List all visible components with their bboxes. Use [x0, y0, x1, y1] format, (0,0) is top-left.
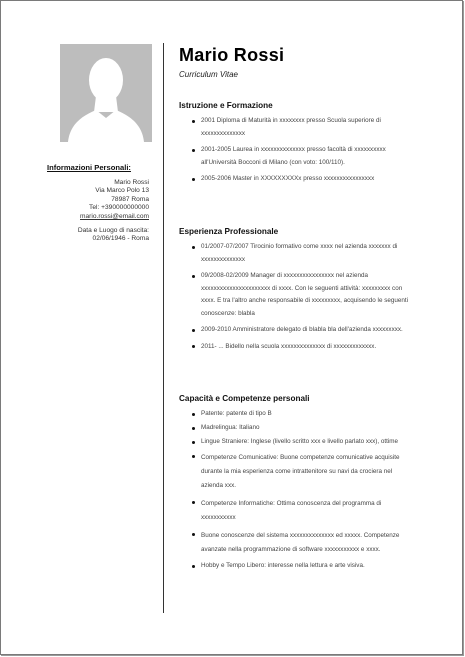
person-silhouette-icon [60, 44, 152, 142]
list-item: Competenze Informatiche: Ottima conoscenza del programma di xxxxxxxxxxx [201, 497, 411, 525]
list-item: 2011- ... Bidello nella scuola xxxxxxxxxxxxxx di xxxxxxxxxxxxx. [201, 341, 411, 354]
cv-name-title: Mario Rossi [179, 45, 285, 65]
personal-address: Via Marco Polo 13 [95, 187, 149, 195]
personal-city: 78987 Roma [111, 195, 149, 203]
section-title-experience: Esperienza Professionale [179, 227, 279, 236]
personal-name: Mario Rossi [114, 178, 149, 186]
list-item: Competenze Comunicative: Buone competenze comunicative acquisite durante la mia esperienza come intrattenitore su navi da crociera nel azienda xxx. [201, 451, 411, 493]
birth-label: Data e Luogo di nascita: [77, 226, 149, 234]
list-item: Patente: patente di tipo B [201, 409, 411, 419]
list-item: 01/2007-07/2007 Tirocinio formativo come xxxx nel azienda xxxxxxx di xxxxxxxxxxxxxx [201, 241, 411, 266]
list-item: 2001-2005 Laurea in xxxxxxxxxxxxxx presso facoltà di xxxxxxxxxx all'Università Bocconi di Milano (con voto: 100/110). [201, 144, 411, 169]
list-item: Lingue Straniere: Inglese (livello scritto xxx e livello parlato xxx), ottime [201, 437, 411, 447]
skills-list [201, 409, 411, 571]
education-list [201, 115, 411, 186]
list-item: Buone conoscenze del sistema xxxxxxxxxxxxxx ed xxxxx. Competenze avanzate nella programmazione di software xxxxxxxxxxx e xxxx. [201, 529, 411, 557]
experience-list [201, 241, 411, 353]
birth-value: 02/06/1946 - Roma [92, 235, 149, 243]
profile-photo-placeholder [60, 44, 152, 142]
personal-info-title: Informazioni Personali: [47, 163, 131, 172]
list-item: 2001 Diploma di Maturità in xxxxxxxx presso Scuola superiore di xxxxxxxxxxxxxx [201, 115, 411, 140]
list-item: 2009-2010 Amministratore delegato di blabla bla dell'azienda xxxxxxxxx. [201, 324, 411, 337]
list-item: 09/2008-02/2009 Manager di xxxxxxxxxxxxxxxx nel azienda xxxxxxxxxxxxxxxxxxxxxx di xxxx. Con le seguenti attività: xxxxxxxxx con xxxx. E tra l'altro anche responsabile di xxxxxxxxx, acquisendo le seguenti conoscenze: blabla [201, 270, 411, 320]
personal-info-block [47, 164, 149, 244]
list-item: Madrelingua: Italiano [201, 423, 411, 433]
section-title-education: Istruzione e Formazione [179, 101, 273, 110]
personal-phone: Tel: +390000000000 [89, 204, 149, 212]
cv-subtitle: Curriculum Vitae [179, 70, 238, 79]
column-divider [163, 43, 164, 613]
list-item: Hobby e Tempo Libero: interesse nella lettura e arte visiva. [201, 561, 411, 571]
list-item: 2005-2006 Master in XXXXXXXXXx presso xxxxxxxxxxxxxxxx [201, 173, 411, 186]
personal-email-link[interactable]: mario.rossi@email.com [80, 212, 149, 220]
section-title-skills: Capacità e Competenze personali [179, 394, 310, 403]
